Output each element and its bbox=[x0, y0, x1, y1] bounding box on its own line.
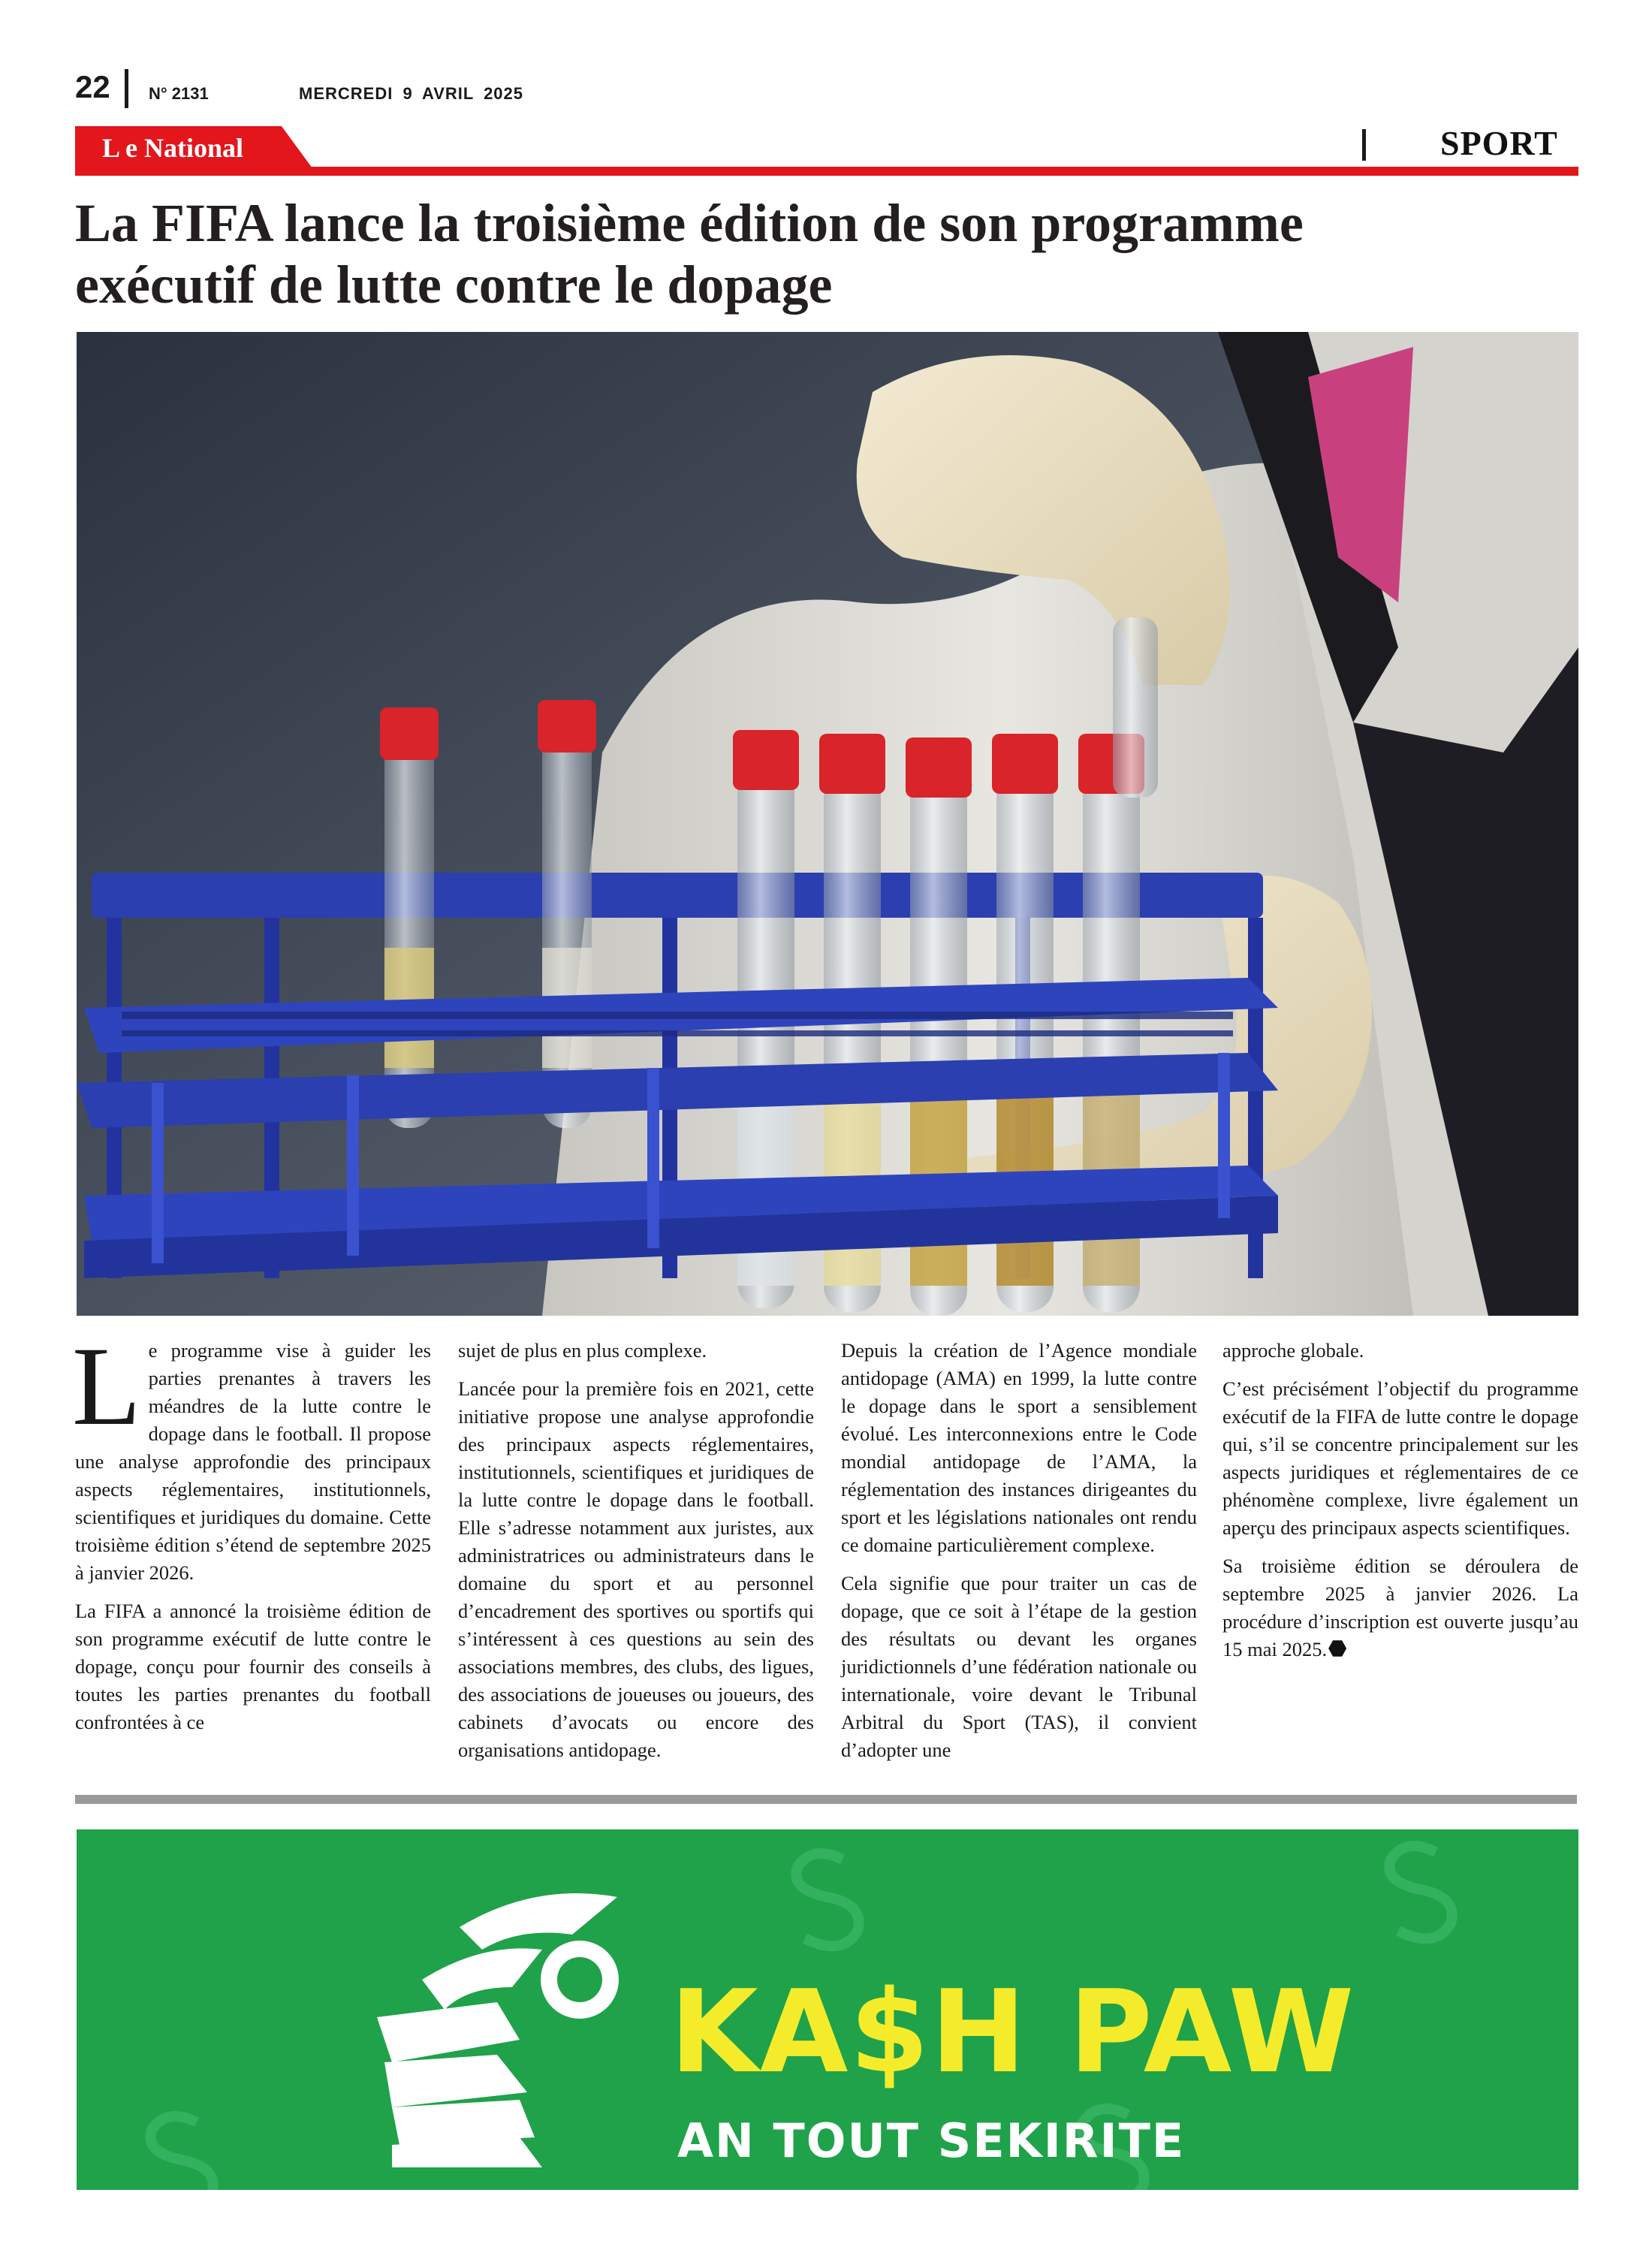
page-number: 22 bbox=[75, 69, 110, 104]
article-column-3 bbox=[841, 1337, 1197, 1775]
article-photo bbox=[77, 332, 1578, 1316]
article-paragraph: C’est précisément l’objectif du programme exécutif de la FIFA de lutte contre le dopage qui, s’il se concentre principalement sur les aspects juridiques et réglementaires de ce phénomène complexe, livre également un aperçu des principaux aspects scientifiques. bbox=[1222, 1377, 1578, 1539]
article-column-2 bbox=[458, 1337, 814, 1775]
article-column-4 bbox=[1222, 1337, 1578, 1674]
article-headline bbox=[75, 192, 1577, 315]
article-column-1 bbox=[72, 1324, 431, 1747]
article-paragraph: sujet de plus en plus complexe. bbox=[458, 1339, 707, 1362]
article-paragraph: Depuis la création de l’Agence mondiale antidopage (AMA) en 1999, la lutte contre le dopage dans le sport a sensiblement évolué. Les interconnexions entre le Code mondial antidopage de l’AMA, la réglementation des instances dirigeantes du sport et les législations nationales ont rendu ce domaine particulièrement complexe. bbox=[841, 1339, 1197, 1556]
article-paragraph bbox=[1222, 1552, 1578, 1663]
article-paragraph: approche globale. bbox=[1222, 1339, 1364, 1362]
end-of-article-icon bbox=[1328, 1639, 1346, 1657]
issue-date: MERCREDI 9 AVRIL 2025 bbox=[299, 84, 524, 103]
section-divider bbox=[1362, 129, 1366, 161]
header-red-rule bbox=[75, 167, 1578, 176]
article-paragraph: Cela signifie que pour traiter un cas de dopage, que ce soit à l’étape de la gestion des résultats ou devant les organes juridictionnels d’une fédération nationale ou internationale, voire devant le Tribunal Arbitral du Sport (TAS), il convient d’adopter une bbox=[841, 1572, 1197, 1761]
issue-number: N° 2131 bbox=[149, 84, 209, 103]
test-tubes-rack-illustration bbox=[77, 332, 1578, 1316]
article-paragraph: Lancée pour la première fois en 2021, cette initiative propose une analyse approfondie des principaux aspects réglementaires, institutionnels, scientifiques et juridiques de la lutte contre le dopage dans le football. Elle s’adresse notamment aux juristes, aux administratrices ou administrateurs dans le domaine du sport et au personnel d’encadrement des sportives ou sportifs qui s’intéressent à ces questions au sein des associations membres, des clubs, des ligues, des associations de joueuses ou joueurs, des cabinets d’avocats ou encore des organisations antidopage. bbox=[458, 1377, 814, 1761]
advertisement-banner[interactable] bbox=[77, 1829, 1578, 2190]
ad-title: KA$H PAW bbox=[670, 1965, 1356, 2098]
article-paragraph: La FIFA a annoncé la troisième édition de son programme exécutif de lutte contre le dopage, conçu pour fournir des conseils à toutes les parties prenantes du football confrontées à ce bbox=[75, 1600, 431, 1733]
ad-subtitle: AN TOUT SEKIRITE bbox=[677, 2113, 1186, 2168]
headline-line-2: exécutif de lutte contre le dopage bbox=[75, 255, 833, 315]
section-label: SPORT bbox=[1440, 124, 1558, 162]
page-number-divider bbox=[125, 69, 128, 108]
paragraph-text: e programme vise à guider les parties prenantes à travers les méandres de la lutte contre le dopage dans le football. Il propose une analyse approfondie des principaux aspects réglementaires, institutionnels, scientifiques et juridiques du domaine. Cette troisième édition s’étend de septembre 2025 à janvier 2026. bbox=[75, 1339, 431, 1584]
drop-cap: L bbox=[72, 1324, 141, 1449]
ad-separator-rule bbox=[75, 1795, 1577, 1804]
brand-name: L e National bbox=[102, 133, 244, 163]
article-paragraph bbox=[72, 1324, 431, 1587]
kash-paw-logo-icon bbox=[347, 1867, 692, 2167]
paragraph-text: Sa troisième édition se déroulera de septembre 2025 à janvier 2026. La procédure d’inscription est ouverte jusqu’au 15 mai 2025. bbox=[1222, 1555, 1578, 1660]
headline-line-1: La FIFA lance la troisième édition de son programme bbox=[75, 193, 1304, 253]
